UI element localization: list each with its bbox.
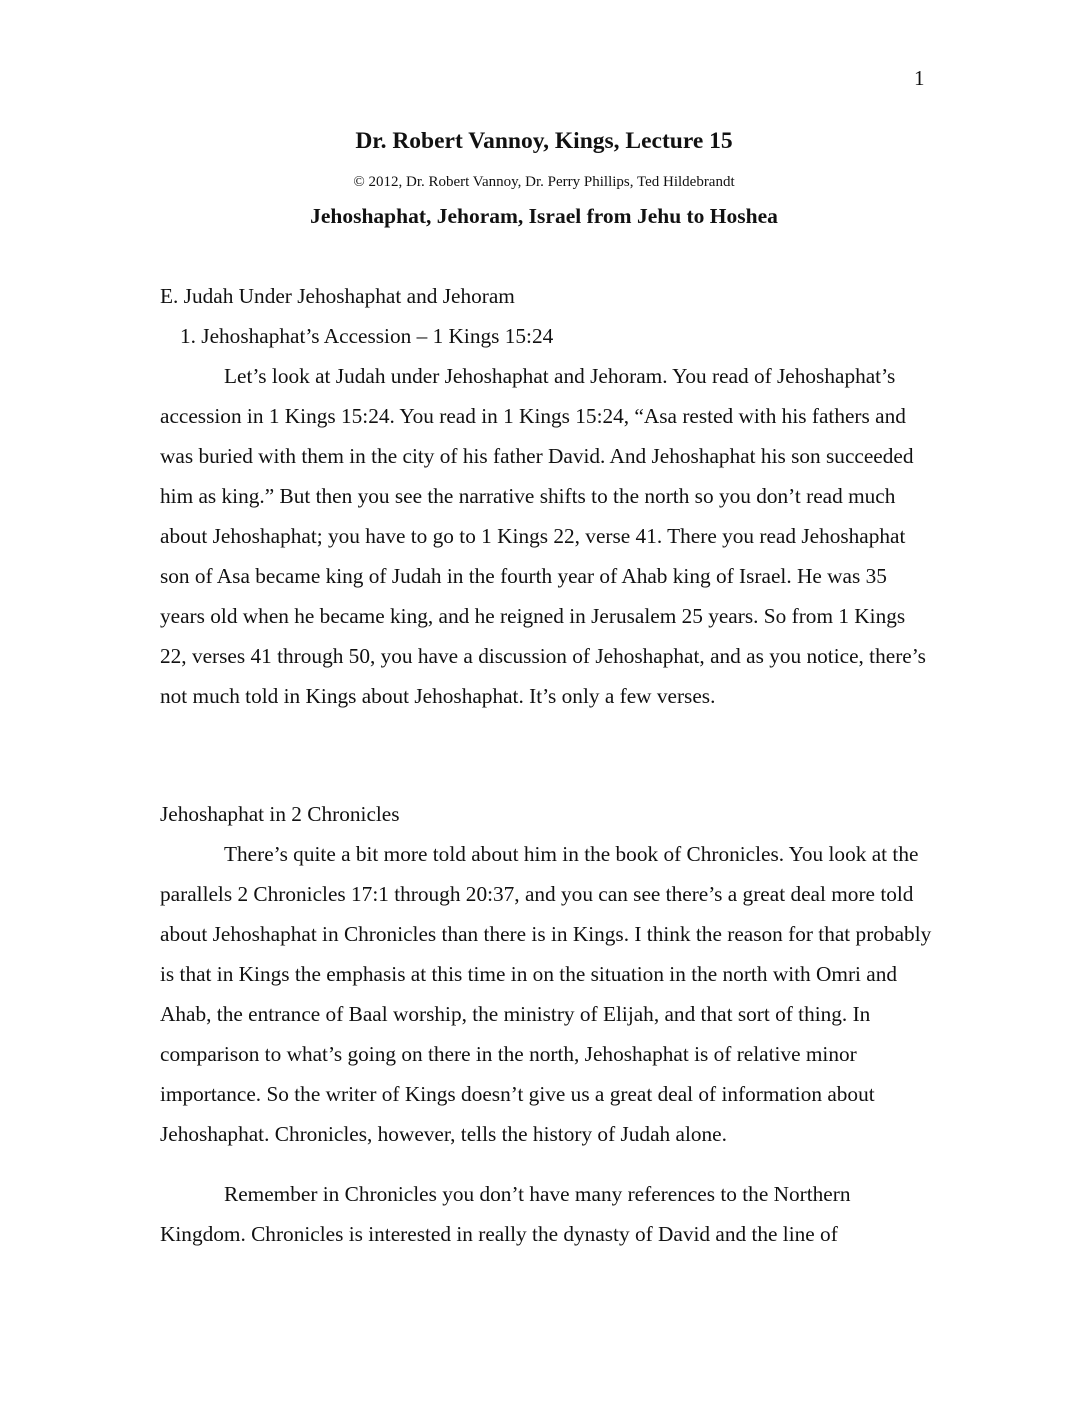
body-paragraph-block-2 bbox=[160, 834, 935, 1254]
paragraph-1: Let’s look at Judah under Jehoshaphat and Jehoram. You read of Jehoshaphat’s accession in 1 Kings 15:24. You read in 1 Kings 15:24, “Asa rested with his fathers and was buried with them in the city of his father David. And Jehoshaphat his son succeeded him as king.” But then you see the narrative shifts to the north so you don’t read much about Jehoshaphat; you have to go to 1 Kings 22, verse 41. There you read Jehoshaphat son of Asa became king of Judah in the fourth year of Ahab king of Israel. He was 35 years old when he became king, and he reigned in Jerusalem 25 years. So from 1 Kings 22, verses 41 through 50, you have a discussion of Jehoshaphat, and as you notice, there’s not much told in Kings about Jehoshaphat. It’s only a few verses. bbox=[160, 364, 926, 708]
copyright-line: © 2012, Dr. Robert Vannoy, Dr. Perry Phillips, Ted Hildebrandt bbox=[353, 174, 735, 190]
section-heading-chronicles: Jehoshaphat in 2 Chronicles bbox=[160, 802, 400, 826]
paragraph-2: There’s quite a bit more told about him in the book of Chronicles. You look at the parallels 2 Chronicles 17:1 through 20:37, and you can see there’s a great deal more told about Jehoshaphat in Chronicles than there is in Kings. I think the reason for that probably is that in Kings the emphasis at this time in on the situation in the north with Omri and Ahab, the entrance of Baal worship, the ministry of Elijah, and that sort of thing. In comparison to what’s going on there in the north, Jehoshaphat is of relative minor importance. So the writer of Kings doesn’t give us a great deal of information about Jehoshaphat. Chronicles, however, tells the history of Judah alone. bbox=[160, 842, 932, 1146]
subsection-heading-1: 1. Jehoshaphat’s Accession – 1 Kings 15:24 bbox=[180, 324, 554, 348]
section-heading-e: E. Judah Under Jehoshaphat and Jehoram bbox=[160, 284, 515, 308]
document-subtitle: Jehoshaphat, Jehoram, Israel from Jehu to Hoshea bbox=[310, 204, 778, 228]
body-paragraph-block-1 bbox=[160, 356, 935, 716]
document-title: Dr. Robert Vannoy, Kings, Lecture 15 bbox=[355, 128, 733, 154]
paragraph-3: Remember in Chronicles you don’t have many references to the Northern Kingdom. Chronicles is interested in really the dynasty of David and the line of bbox=[160, 1182, 851, 1246]
page-number: 1 bbox=[914, 66, 925, 90]
